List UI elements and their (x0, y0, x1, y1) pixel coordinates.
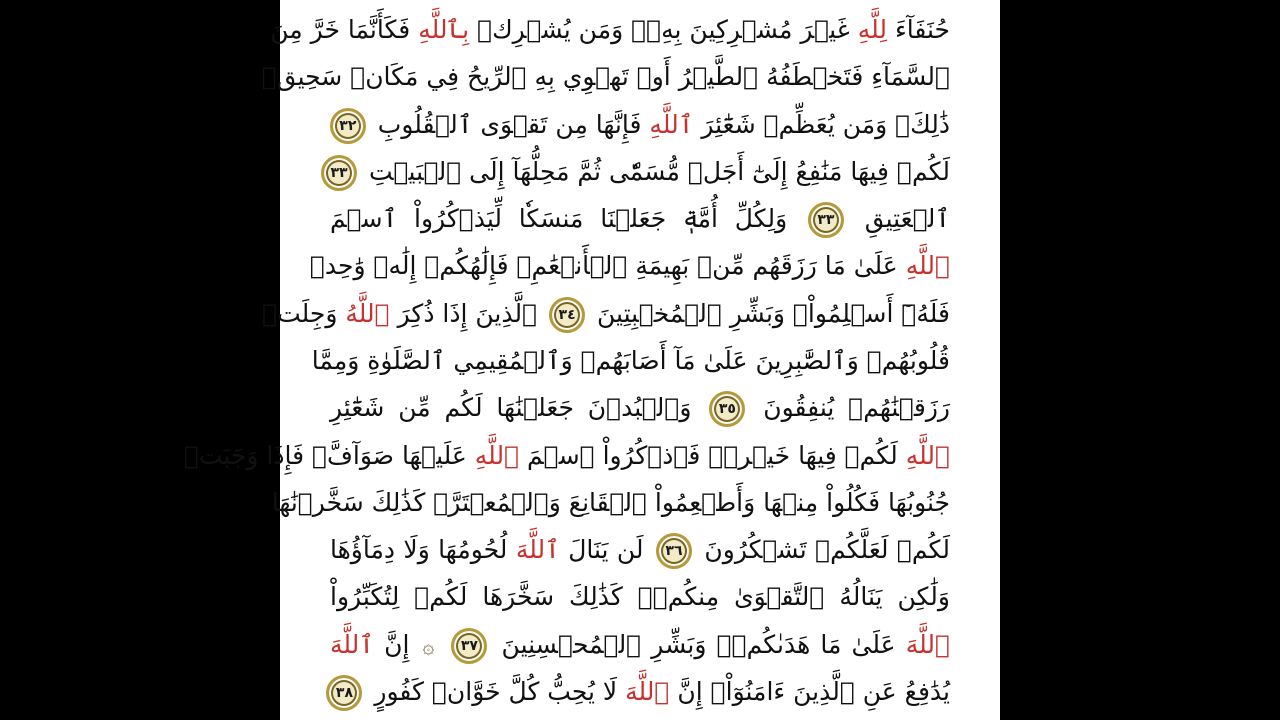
verse-line (330, 197, 950, 241)
quran-text-block (183, 8, 951, 714)
verse-line (261, 55, 950, 99)
verse-line (330, 575, 950, 619)
ayah-number-marker: ٣٣ (808, 202, 844, 238)
verse-text: قُلُوبُهُمۡ وَٱلصَّٰبِرِينَ عَلَىٰ مَآ أَصَابَهُمۡ وَٱلۡمُقِيمِي ٱلصَّلَوٰةِ وَمِمَّا (311, 345, 950, 375)
verse-text: وَجِلَتۡ (262, 298, 338, 328)
verse-text: فَإِنَّهَا مِن تَقۡوَى ٱلۡقُلُوبِ (377, 109, 642, 139)
ayah-number-marker: ٣٨ (326, 675, 362, 711)
verse-text: وَلِكُلِّ أُمَّةٖ جَعَلۡنَا مَنسَكٗا لِّيَذۡكُرُواْ ٱسۡمَ (330, 204, 788, 234)
ayah-number-marker: ٣٢ (330, 108, 366, 144)
ayah-number-marker: ٣٤ (549, 297, 585, 333)
verse-text: عَلَيۡهَا صَوَآفَّۖ فَإِذَا وَجَبَتۡ (183, 440, 467, 470)
divine-name-text: ٱللَّهِ (474, 440, 520, 470)
divine-name-text: ٱللَّهِ (905, 251, 950, 281)
verse-text: حُنَفَآءَ (894, 15, 950, 44)
verse-text: لَكُمۡ لَعَلَّكُمۡ تَشۡكُرُونَ (704, 535, 950, 565)
hizb-star-icon: ۞ (422, 633, 435, 658)
verse-text: رَزَقۡنَٰهُمۡ يُنفِقُونَ (763, 393, 950, 423)
mushaf-page (183, 0, 1000, 720)
ayah-number-marker: ٣٣ (321, 155, 357, 191)
verse-text: ٱلۡعَتِيقِ (864, 204, 950, 234)
verse-text: لَا يُحِبُّ كُلَّ خَوَّانٖ كَفُورٍ (374, 676, 618, 706)
verse-text: لَن يَنَالَ (568, 535, 644, 565)
divine-name-text: ٱللَّهِ (905, 440, 950, 470)
verse-text: لَكُمۡ فِيهَا مَنَٰفِعُ إِلَىٰٓ أَجَلٖ مُّسَمّٗى ثُمَّ مَحِلُّهَآ إِلَى ٱلۡبَيۡتِ (368, 156, 950, 186)
verse-line (330, 103, 950, 147)
verse-text: غَيۡرَ مُشۡرِكِينَ بِهِۦۚ وَمَن يُشۡرِكۡ (477, 15, 850, 44)
verse-text: عَلَىٰ مَا رَزَقَهُم مِّنۢ بَهِيمَةِ ٱلۡأَنۡعَٰمِۗ فَإِلَٰهُكُمۡ إِلَٰهٞ وَٰحِدٞ (309, 251, 898, 281)
divine-name-text: بِٱللَّهِ (418, 15, 470, 44)
verse-text: إِنَّ (384, 629, 410, 659)
verse-line (183, 434, 950, 478)
verse-text: عَلَىٰ مَا هَدَىٰكُمۡۗ وَبَشِّرِ ٱلۡمُحۡسِنِينَ (501, 629, 896, 659)
verse-text: فَلَهُۥٓ أَسۡلِمُواْۗ وَبَشِّرِ ٱلۡمُخۡبِتِينَ (597, 298, 950, 328)
verse-line (330, 623, 950, 667)
verse-text: لَكُمۡ فِيهَا خَيۡرٞۖ فَٱذۡكُرُواْ ٱسۡمَ (527, 440, 898, 470)
divine-name-text: ٱللَّهَ (905, 629, 951, 659)
verse-text: وَلَٰكِن يَنَالُهُ ٱلتَّقۡوَىٰ مِنكُمۡۚ كَذَٰلِكَ سَخَّرَهَا لَكُمۡ لِتُكَبِّرُواْ (330, 582, 950, 612)
verse-line (309, 244, 950, 288)
divine-name-text: ٱللَّهَ (625, 676, 670, 706)
ayah-number-marker: ٣٥ (709, 391, 745, 427)
verse-text: ٱلَّذِينَ إِذَا ذُكِرَ (397, 298, 538, 328)
verse-line (330, 386, 950, 430)
verse-line (270, 8, 950, 52)
verse-text: وَٱلۡبُدۡنَ جَعَلۡنَٰهَا لَكُم مِّن شَعَٰٓئِرِ (330, 393, 692, 423)
verse-text: ٱلسَّمَآءِ فَتَخۡطَفُهُ ٱلطَّيۡرُ أَوۡ تَهۡوِي بِهِ ٱلرِّيحُ فِي مَكَانٖ سَحِيقٖ (261, 62, 950, 92)
verse-line (330, 528, 950, 572)
verse-text: فَكَأَنَّمَا خَرَّ مِنَ (270, 15, 411, 44)
verse-line (311, 339, 950, 383)
divine-name-text: ٱللَّهِ (649, 109, 694, 139)
verse-text: يُدَٰفِعُ عَنِ ٱلَّذِينَ ءَامَنُوٓاْۗ إِنَّ (677, 676, 950, 706)
verse-line (330, 150, 950, 194)
verse-line (330, 670, 950, 714)
verse-text: جُنُوبُهَا فَكُلُواْ مِنۡهَا وَأَطۡعِمُواْ ٱلۡقَانِعَ وَٱلۡمُعۡتَرَّۚ كَذَٰلِكَ سَخَّرۡنَٰهَا (271, 487, 950, 517)
ayah-number-marker: ٣٧ (451, 628, 487, 664)
verse-line (262, 292, 950, 336)
verse-line (271, 481, 950, 525)
divine-name-text: ٱللَّهَ (330, 629, 374, 659)
divine-name-text: لِلَّهِ (857, 15, 888, 44)
divine-name-text: ٱللَّهُ (345, 298, 390, 328)
verse-text: ذَٰلِكَۖ وَمَن يُعَظِّمۡ شَعَٰٓئِرَ (701, 109, 950, 139)
divine-name-text: ٱللَّهَ (515, 535, 560, 565)
ayah-number-marker: ٣٦ (656, 533, 692, 569)
verse-text: لُحُومُهَا وَلَا دِمَآؤُهَا (330, 535, 508, 565)
